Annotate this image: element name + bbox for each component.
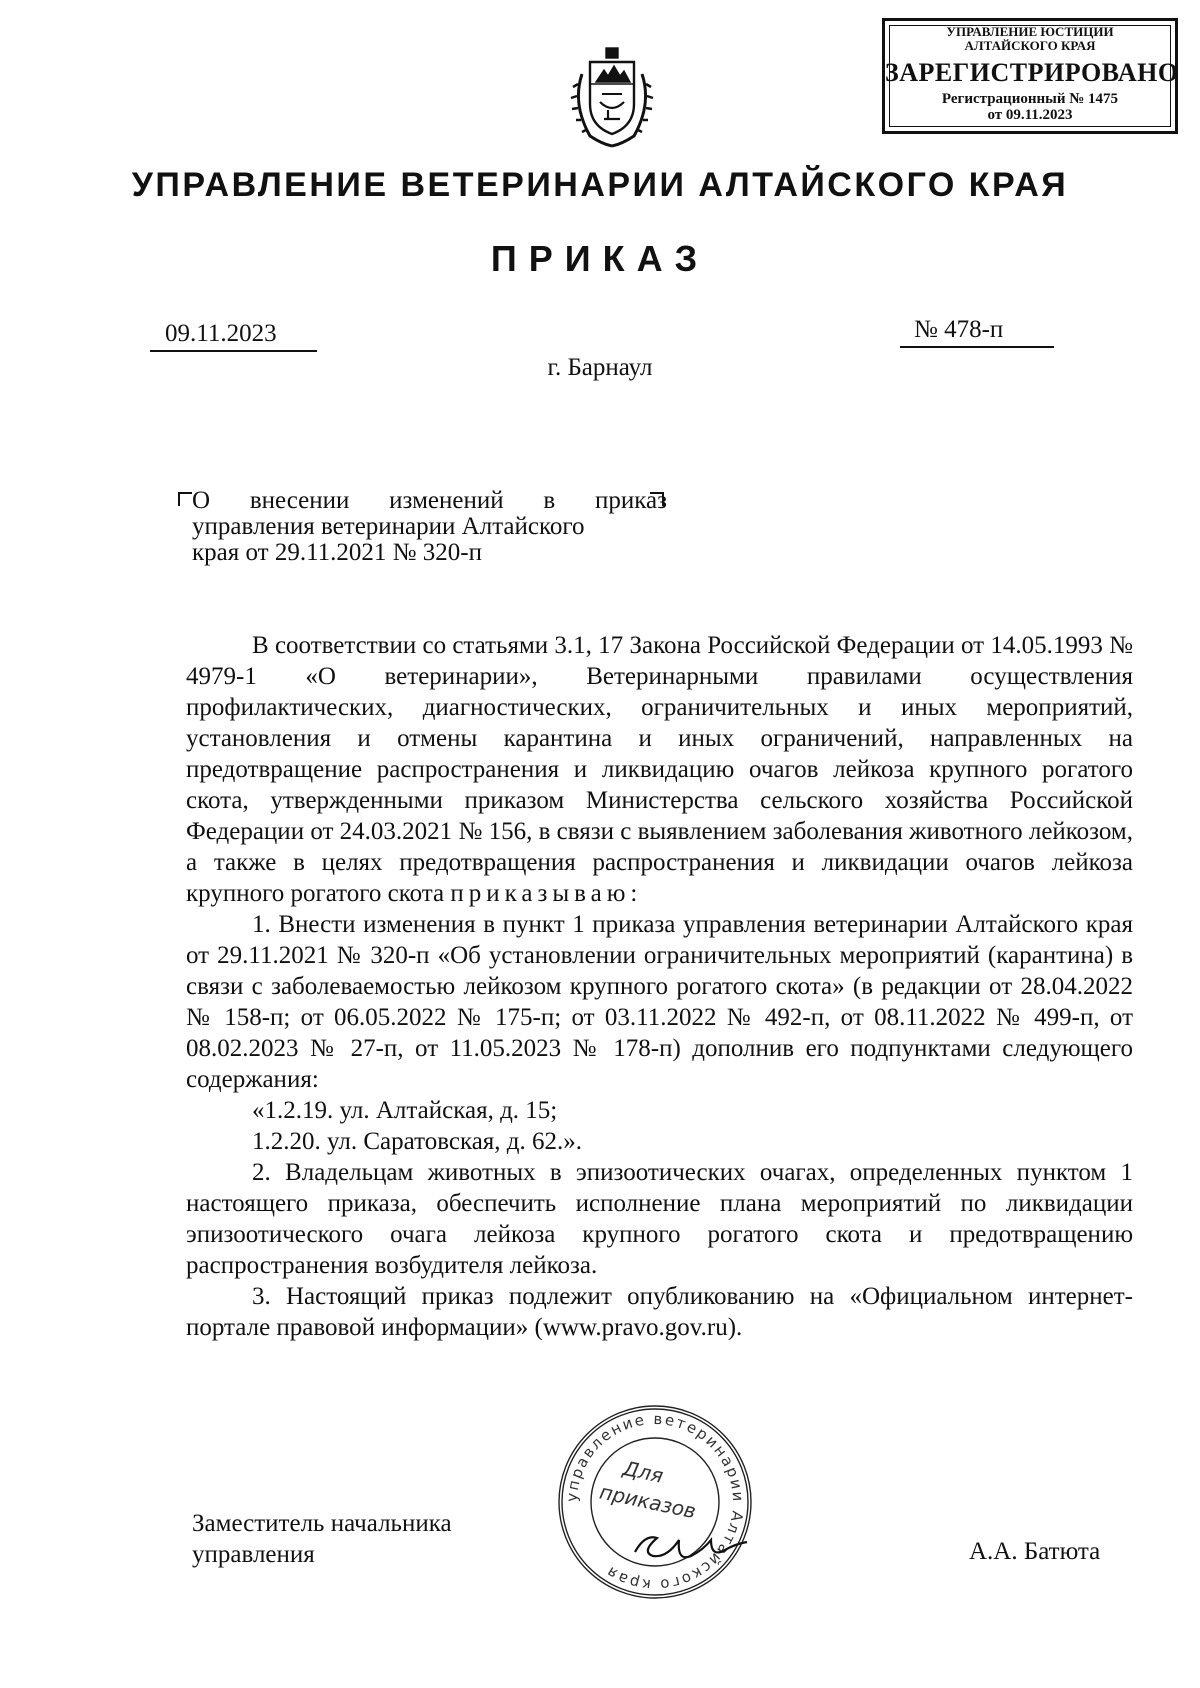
intro-text: В соответствии со статьями 3.1, 17 Закона Российской Федерации от 14.05.1993 № 4979-1 «О ветеринарии», Ветеринарными правилами осуществления профилактических, диагностических, ограничительных и иных мероприятий, установления и отмены карантина и иных ограничений, направленных на предотвращение распространения и ликвидацию очагов лейкоза крупного рогатого скота, утвержденными приказом Министерства сельского хозяйства Российской Федерации от 24.03.2021 № 156, в связи с выявлением заболевания животного лейкозом, а также в целях предотвращения распространения и ликвидации очагов лейкоза крупного рогатого скота xyxy=(186,632,1133,907)
document-city: г. Барнаул xyxy=(547,354,653,381)
registration-org-line: УПРАВЛЕНИЕ ЮСТИЦИИ xyxy=(946,24,1114,39)
agency-title: УПРАВЛЕНИЕ ВЕТЕРИНАРИИ АЛТАЙСКОГО КРАЯ xyxy=(131,166,1069,204)
body-subitem: 1.2.20. ул. Саратовская, д. 62.». xyxy=(252,1128,583,1155)
round-seal xyxy=(555,1402,755,1602)
registration-stamp xyxy=(882,18,1178,134)
subject-line: О внесении изменений в приказ xyxy=(192,487,667,514)
body-paragraph-item-3: 3. Настоящий приказ подлежит опубликованию на «Официальном интернет-портале правовой информации» (www.pravo.gov.ru). xyxy=(186,1283,1133,1341)
subject-line: края от 29.11.2021 № 320-п xyxy=(192,539,482,566)
signer-title xyxy=(192,1508,452,1570)
body-subitem: «1.2.19. ул. Алтайская, д. 15; xyxy=(252,1097,558,1124)
signer-title-line: управления xyxy=(192,1541,315,1568)
registration-date: от 09.11.2023 xyxy=(987,107,1073,123)
registration-status: ЗАРЕГИСТРИРОВАНО xyxy=(885,58,1179,87)
signer-name: А.А. Батюта xyxy=(969,1538,1101,1565)
seal-ring-text: управление ветеринарии Алтайского края xyxy=(562,1409,748,1595)
seal-center-text: приказов xyxy=(597,1479,699,1524)
document-subject xyxy=(192,488,667,566)
body-paragraph-item-2: 2. Владельцам животных в эпизоотических очагах, определенных пунктом 1 настоящего приказа, обеспечить исполнение плана мероприятий по ликвидации эпизоотического очага лейкоза крупного рогатого скота и предотвращению распространения возбудителя лейкоза. xyxy=(186,1159,1133,1279)
registration-number: Регистрационный № 1475 xyxy=(941,91,1119,107)
registration-org-line: АЛТАЙСКОГО КРАЯ xyxy=(964,38,1096,53)
orders-word: приказываю xyxy=(450,880,631,907)
signer-title-line: Заместитель начальника xyxy=(192,1510,452,1537)
body-paragraph-intro xyxy=(186,630,1133,909)
document-date: 09.11.2023 xyxy=(150,320,317,352)
seal-center-text: Для xyxy=(620,1455,666,1488)
orders-colon: : xyxy=(630,880,638,907)
coat-of-arms-emblem xyxy=(568,44,656,148)
document-number: № 478-п xyxy=(900,316,1054,348)
document-body xyxy=(186,630,1133,1343)
document-type-heading: ПРИКАЗ xyxy=(490,238,710,279)
subject-line: управления ветеринарии Алтайского xyxy=(192,513,585,540)
subject-bracket-left xyxy=(178,492,192,506)
body-paragraph-item-1: 1. Внести изменения в пункт 1 приказа управления ветеринарии Алтайского края от 29.11.2021 № 320-п «Об установлении ограничительных мероприятий (карантина) в связи с заболеваемостью лейкозом крупного рогатого скота» (в редакции от 28.04.2022 № 158-п; от 06.05.2022 № 175-п; от 03.11.2022 № 492-п, от 08.11.2022 № 499-п, от 08.02.2023 № 27-п, от 11.05.2023 № 178-п) дополнив его подпунктами следующего содержания: xyxy=(186,911,1133,1093)
